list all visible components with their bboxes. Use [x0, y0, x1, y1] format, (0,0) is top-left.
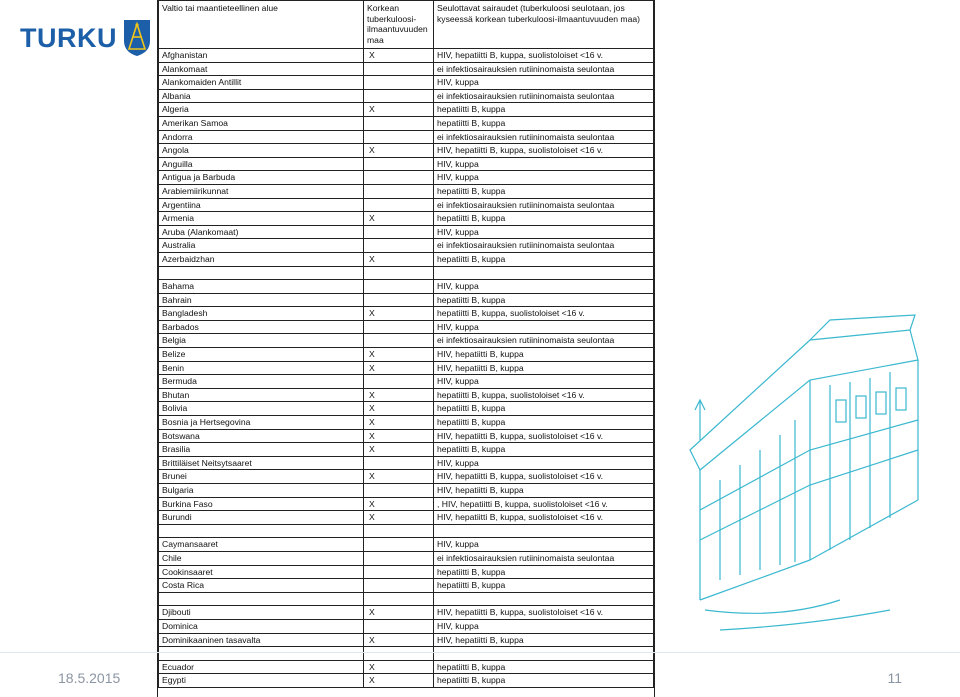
country-cell: Bosnia ja Hertsegovina	[159, 416, 364, 430]
country-cell: Alankomaat	[159, 62, 364, 76]
table-row	[159, 49, 654, 63]
footer-date: 18.5.2015	[58, 670, 121, 686]
table-row	[159, 348, 654, 362]
country-cell: Afghanistan	[159, 49, 364, 63]
country-cell: Brasilia	[159, 443, 364, 457]
turku-logo	[20, 18, 151, 58]
diseases-cell: HIV, kuppa	[434, 538, 654, 552]
high-tb-cell	[364, 225, 434, 239]
high-tb-cell: X	[364, 49, 434, 63]
country-cell: Cookinsaaret	[159, 565, 364, 579]
diseases-cell: HIV, hepatiitti B, kuppa	[434, 633, 654, 647]
table-row	[159, 320, 654, 334]
table-row	[159, 116, 654, 130]
country-cell: Bangladesh	[159, 307, 364, 321]
high-tb-cell	[364, 184, 434, 198]
country-cell: Bahrain	[159, 293, 364, 307]
table-row	[159, 606, 654, 620]
diseases-cell: hepatiitti B, kuppa	[434, 252, 654, 266]
diseases-cell: hepatiitti B, kuppa	[434, 212, 654, 226]
diseases-cell: ei infektiosairauksien rutiininomaista seulontaa	[434, 551, 654, 565]
high-tb-cell	[364, 334, 434, 348]
high-tb-cell: X	[364, 497, 434, 511]
high-tb-cell	[364, 293, 434, 307]
high-tb-cell: X	[364, 252, 434, 266]
table-row	[159, 130, 654, 144]
header-country: Valtio tai maantieteellinen alue	[159, 1, 364, 49]
country-cell: Arabiemiirikunnat	[159, 184, 364, 198]
high-tb-cell: X	[364, 633, 434, 647]
country-cell: Brunei	[159, 470, 364, 484]
high-tb-cell	[364, 130, 434, 144]
country-cell: Caymansaaret	[159, 538, 364, 552]
table-row	[159, 198, 654, 212]
country-cell: Brittiläiset Neitsytsaaret	[159, 456, 364, 470]
country-cell: Belgia	[159, 334, 364, 348]
diseases-cell: HIV, hepatiitti B, kuppa, suolistoloiset <16 v.	[434, 429, 654, 443]
diseases-cell: HIV, hepatiitti B, kuppa	[434, 348, 654, 362]
country-cell: Armenia	[159, 212, 364, 226]
diseases-cell	[434, 592, 654, 606]
diseases-cell: HIV, kuppa	[434, 619, 654, 633]
diseases-cell: hepatiitti B, kuppa	[434, 443, 654, 457]
country-cell: Barbados	[159, 320, 364, 334]
high-tb-cell: X	[364, 416, 434, 430]
table-row	[159, 484, 654, 498]
table-row	[159, 633, 654, 647]
table-row	[159, 551, 654, 565]
diseases-cell: hepatiitti B, kuppa, suolistoloiset <16 v.	[434, 307, 654, 321]
high-tb-cell: X	[364, 388, 434, 402]
table-header-row	[159, 1, 654, 49]
table-row	[159, 103, 654, 117]
diseases-cell: ei infektiosairauksien rutiininomaista seulontaa	[434, 89, 654, 103]
high-tb-cell	[364, 565, 434, 579]
high-tb-cell	[364, 116, 434, 130]
diseases-cell: ei infektiosairauksien rutiininomaista seulontaa	[434, 130, 654, 144]
high-tb-cell	[364, 484, 434, 498]
country-cell: Albania	[159, 89, 364, 103]
diseases-cell: ei infektiosairauksien rutiininomaista seulontaa	[434, 62, 654, 76]
high-tb-cell	[364, 198, 434, 212]
diseases-cell: HIV, hepatiitti B, kuppa, suolistoloiset <16 v.	[434, 606, 654, 620]
country-cell: Azerbaidzhan	[159, 252, 364, 266]
diseases-cell: hepatiitti B, kuppa	[434, 579, 654, 593]
country-cell: Algeria	[159, 103, 364, 117]
table-row	[159, 647, 654, 661]
high-tb-cell	[364, 551, 434, 565]
diseases-cell	[434, 647, 654, 661]
coat-of-arms-icon	[123, 19, 151, 57]
high-tb-cell	[364, 592, 434, 606]
country-cell: Burkina Faso	[159, 497, 364, 511]
table-row	[159, 497, 654, 511]
country-cell: Angola	[159, 144, 364, 158]
country-cell: Chile	[159, 551, 364, 565]
header-screened-diseases: Seulottavat sairaudet (tuberkuloosi seulotaan, jos kyseessä korkean tuberkuloosi-ilmaantuvuuden maa)	[434, 1, 654, 49]
high-tb-cell	[364, 456, 434, 470]
diseases-cell: HIV, hepatiitti B, kuppa, suolistoloiset <16 v.	[434, 49, 654, 63]
table-row	[159, 89, 654, 103]
country-cell: Aruba (Alankomaat)	[159, 225, 364, 239]
high-tb-cell	[364, 157, 434, 171]
table-row	[159, 184, 654, 198]
country-cell: Costa Rica	[159, 579, 364, 593]
diseases-cell: hepatiitti B, kuppa	[434, 674, 654, 688]
table-row	[159, 443, 654, 457]
table-row	[159, 416, 654, 430]
country-cell: Ecuador	[159, 660, 364, 674]
country-cell: Djibouti	[159, 606, 364, 620]
table-row	[159, 361, 654, 375]
building-sketch-illustration	[660, 300, 940, 640]
table-row	[159, 225, 654, 239]
high-tb-cell: X	[364, 660, 434, 674]
table-row	[159, 307, 654, 321]
table-row	[159, 375, 654, 389]
table-row	[159, 660, 654, 674]
table-row	[159, 239, 654, 253]
high-tb-cell	[364, 619, 434, 633]
table-row	[159, 674, 654, 688]
table-row	[159, 266, 654, 280]
table-row	[159, 579, 654, 593]
table-row	[159, 212, 654, 226]
diseases-cell: HIV, kuppa	[434, 157, 654, 171]
diseases-cell: hepatiitti B, kuppa	[434, 416, 654, 430]
table-row	[159, 252, 654, 266]
country-cell: Bolivia	[159, 402, 364, 416]
table-row	[159, 456, 654, 470]
table-row	[159, 388, 654, 402]
table-row	[159, 402, 654, 416]
logo-text: TURKU	[20, 22, 117, 53]
country-cell: Egypti	[159, 674, 364, 688]
table-row	[159, 470, 654, 484]
diseases-cell: HIV, kuppa	[434, 225, 654, 239]
diseases-cell: HIV, kuppa	[434, 171, 654, 185]
high-tb-cell: X	[364, 212, 434, 226]
table-row	[159, 565, 654, 579]
high-tb-cell: X	[364, 348, 434, 362]
diseases-cell: hepatiitti B, kuppa	[434, 660, 654, 674]
diseases-cell: ei infektiosairauksien rutiininomaista seulontaa	[434, 198, 654, 212]
country-cell	[159, 524, 364, 538]
table-row	[159, 429, 654, 443]
table-row	[159, 511, 654, 525]
diseases-cell: HIV, kuppa	[434, 375, 654, 389]
high-tb-cell	[364, 171, 434, 185]
high-tb-cell	[364, 375, 434, 389]
high-tb-cell	[364, 239, 434, 253]
high-tb-cell: X	[364, 429, 434, 443]
diseases-cell: hepatiitti B, kuppa	[434, 103, 654, 117]
table-row	[159, 76, 654, 90]
table-row	[159, 293, 654, 307]
diseases-cell: hepatiitti B, kuppa	[434, 184, 654, 198]
table-row	[159, 524, 654, 538]
footer-divider	[0, 652, 960, 653]
country-cell	[159, 647, 364, 661]
table-row	[159, 62, 654, 76]
country-cell: Benin	[159, 361, 364, 375]
diseases-cell: HIV, kuppa	[434, 76, 654, 90]
diseases-cell: HIV, hepatiitti B, kuppa, suolistoloiset <16 v.	[434, 470, 654, 484]
diseases-cell: hepatiitti B, kuppa	[434, 293, 654, 307]
country-cell: Amerikan Samoa	[159, 116, 364, 130]
high-tb-cell	[364, 538, 434, 552]
high-tb-cell	[364, 76, 434, 90]
diseases-cell: hepatiitti B, kuppa, suolistoloiset <16 v.	[434, 388, 654, 402]
diseases-cell: HIV, hepatiitti B, kuppa	[434, 361, 654, 375]
country-cell: Australia	[159, 239, 364, 253]
diseases-cell: ei infektiosairauksien rutiininomaista seulontaa	[434, 334, 654, 348]
diseases-cell	[434, 266, 654, 280]
country-cell: Burundi	[159, 511, 364, 525]
high-tb-cell: X	[364, 402, 434, 416]
diseases-cell: hepatiitti B, kuppa	[434, 116, 654, 130]
country-cell	[159, 266, 364, 280]
high-tb-cell: X	[364, 144, 434, 158]
screening-table	[158, 0, 654, 688]
country-cell: Bahama	[159, 280, 364, 294]
table-row	[159, 171, 654, 185]
table-body	[159, 49, 654, 688]
diseases-cell	[434, 524, 654, 538]
country-cell: Anguilla	[159, 157, 364, 171]
table-row	[159, 334, 654, 348]
country-cell: Dominica	[159, 619, 364, 633]
country-cell: Bermuda	[159, 375, 364, 389]
diseases-cell: hepatiitti B, kuppa	[434, 565, 654, 579]
country-cell: Andorra	[159, 130, 364, 144]
screening-document	[157, 0, 655, 697]
country-cell: Antigua ja Barbuda	[159, 171, 364, 185]
table-row	[159, 619, 654, 633]
high-tb-cell	[364, 280, 434, 294]
diseases-cell: HIV, hepatiitti B, kuppa, suolistoloiset <16 v.	[434, 511, 654, 525]
country-cell	[159, 592, 364, 606]
diseases-cell: HIV, kuppa	[434, 280, 654, 294]
table-row	[159, 280, 654, 294]
diseases-cell: hepatiitti B, kuppa	[434, 402, 654, 416]
high-tb-cell: X	[364, 470, 434, 484]
high-tb-cell: X	[364, 103, 434, 117]
table-row	[159, 157, 654, 171]
high-tb-cell: X	[364, 361, 434, 375]
high-tb-cell	[364, 89, 434, 103]
country-cell: Bhutan	[159, 388, 364, 402]
high-tb-cell	[364, 62, 434, 76]
table-row	[159, 538, 654, 552]
table-row	[159, 592, 654, 606]
high-tb-cell	[364, 266, 434, 280]
table-row	[159, 144, 654, 158]
high-tb-cell: X	[364, 307, 434, 321]
diseases-cell: HIV, hepatiitti B, kuppa	[434, 484, 654, 498]
high-tb-cell: X	[364, 443, 434, 457]
diseases-cell: ei infektiosairauksien rutiininomaista seulontaa	[434, 239, 654, 253]
country-cell: Bulgaria	[159, 484, 364, 498]
diseases-cell: , HIV, hepatiitti B, kuppa, suolistoloiset <16 v.	[434, 497, 654, 511]
high-tb-cell	[364, 647, 434, 661]
diseases-cell: HIV, kuppa	[434, 456, 654, 470]
high-tb-cell: X	[364, 511, 434, 525]
page-number: 11	[887, 670, 902, 686]
high-tb-cell: X	[364, 606, 434, 620]
diseases-cell: HIV, kuppa	[434, 320, 654, 334]
header-high-tb: Korkean tuberkuloosi-ilmaantuvuuden maa	[364, 1, 434, 49]
high-tb-cell	[364, 524, 434, 538]
diseases-cell: HIV, hepatiitti B, kuppa, suolistoloiset <16 v.	[434, 144, 654, 158]
country-cell: Belize	[159, 348, 364, 362]
high-tb-cell	[364, 320, 434, 334]
high-tb-cell	[364, 579, 434, 593]
country-cell: Alankomaiden Antillit	[159, 76, 364, 90]
country-cell: Botswana	[159, 429, 364, 443]
country-cell: Dominikaaninen tasavalta	[159, 633, 364, 647]
high-tb-cell: X	[364, 674, 434, 688]
country-cell: Argentiina	[159, 198, 364, 212]
